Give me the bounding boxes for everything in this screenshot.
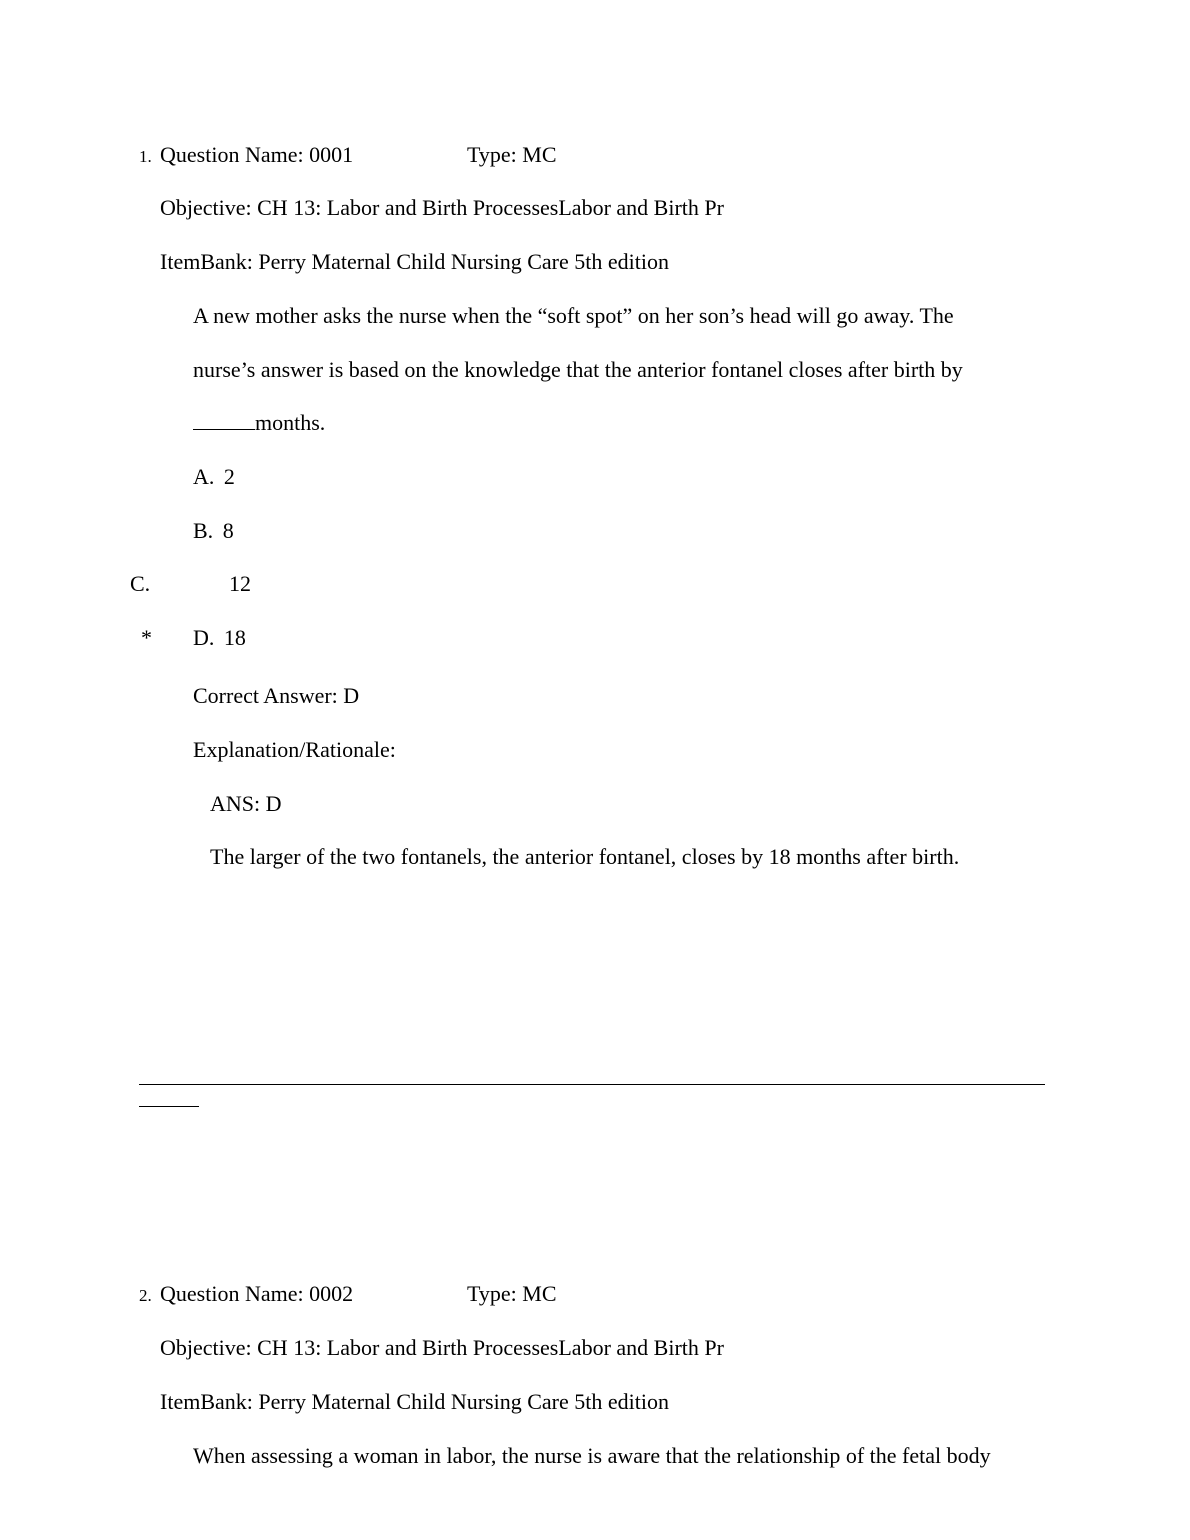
explanation-label: Explanation/Rationale: <box>193 737 396 762</box>
correct-answer: Correct Answer: D <box>193 683 360 708</box>
option-a-value: 2 <box>223 464 235 489</box>
answer-blank <box>193 411 255 430</box>
correct-option-marker: * <box>141 625 152 650</box>
question-2-number: 2. <box>139 1286 152 1305</box>
option-b-value: 8 <box>222 518 234 543</box>
question-1-number: 1. <box>139 147 152 166</box>
option-c-letter: C. <box>130 571 151 596</box>
question-1-objective: Objective: CH 13: Labor and Birth ProcessesLabor and Birth Pr <box>160 195 724 220</box>
question-1-name: Question Name: 0001 <box>160 142 354 167</box>
option-d-value: 18 <box>223 625 246 650</box>
option-a-letter: A. <box>193 464 215 489</box>
question-1-itembank: ItemBank: Perry Maternal Child Nursing Care 5th edition <box>160 249 669 274</box>
option-b-letter: B. <box>193 518 214 543</box>
option-d-letter: D. <box>193 625 215 650</box>
rationale-text: The larger of the two fontanels, the anterior fontanel, closes by 18 months after birth. <box>210 844 960 869</box>
question-2-stem-line-1: When assessing a woman in labor, the nurse is aware that the relationship of the fetal body <box>193 1443 991 1468</box>
question-2-type: Type: MC <box>467 1281 557 1306</box>
question-1-stem-line-1: A new mother asks the nurse when the “soft spot” on her son’s head will go away. The <box>193 303 954 328</box>
question-1-stem-line-3 <box>193 410 325 436</box>
option-a <box>193 464 235 490</box>
question-2-objective: Objective: CH 13: Labor and Birth ProcessesLabor and Birth Pr <box>160 1335 724 1360</box>
option-c-value: 12 <box>229 571 251 596</box>
question-2-name: Question Name: 0002 <box>160 1281 354 1306</box>
option-d <box>193 625 246 651</box>
question-1-stem-line-2: nurse’s answer is based on the knowledge that the anterior fontanel closes after birth by <box>193 357 963 382</box>
question-separator-short <box>139 1106 199 1107</box>
question-1-type: Type: MC <box>467 142 557 167</box>
question-1-stem-line-3-text: months. <box>255 410 326 435</box>
question-2-itembank: ItemBank: Perry Maternal Child Nursing Care 5th edition <box>160 1389 669 1414</box>
question-separator <box>139 1084 1045 1085</box>
option-b <box>193 518 234 544</box>
ans-line: ANS: D <box>210 791 282 816</box>
